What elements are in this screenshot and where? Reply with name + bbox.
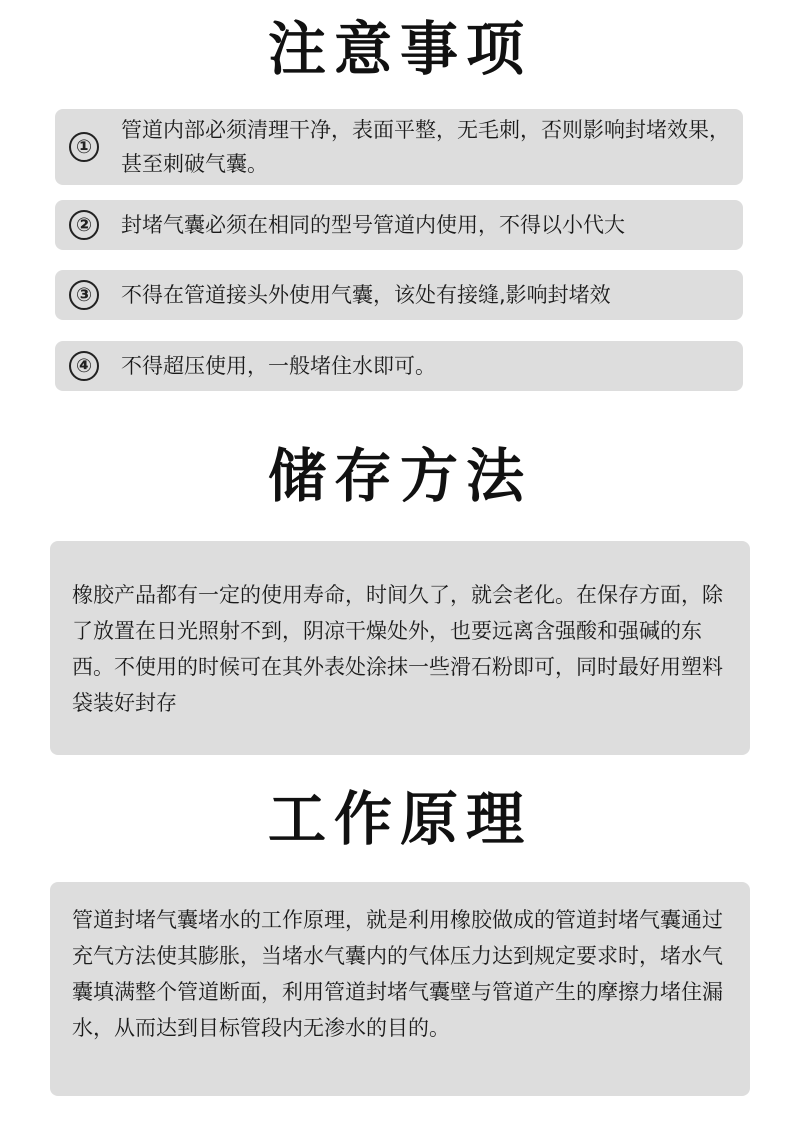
principle-panel: [50, 882, 750, 1096]
principle-title: 工作原理: [267, 785, 532, 853]
number-badge: ③: [69, 280, 99, 310]
storage-title: 储存方法: [267, 442, 532, 510]
precaution-text: 不得超压使用，一般堵住水即可。: [121, 354, 436, 378]
precaution-item-3: [55, 270, 743, 320]
precautions-title: 注意事项: [267, 15, 532, 83]
storage-text: 橡胶产品都有一定的使用寿命，时间久了，就会老化。在保存方面，除了放置在日光照射不到，阴凉干燥处外，也要远离含强酸和强碱的东西。不使用的时候可在其外表处涂抹一些滑石粉即可，同时最好用塑料袋装好封存: [72, 583, 723, 715]
precaution-item-1: [55, 109, 743, 185]
principle-text: 管道封堵气囊堵水的工作原理，就是利用橡胶做成的管道封堵气囊通过充气方法使其膨胀，当堵水气囊内的气体压力达到规定要求时，堵水气囊填满整个管道断面，利用管道封堵气囊壁与管道产生的摩擦力堵住漏水，从而达到目标管段内无渗水的目的。: [72, 908, 723, 1040]
number-badge: ②: [69, 210, 99, 240]
storage-panel: [50, 541, 750, 755]
precaution-text: 不得在管道接头外使用气囊，该处有接缝,影响封堵效: [121, 283, 611, 307]
precaution-item-4: [55, 341, 743, 391]
number-badge: ④: [69, 351, 99, 381]
precaution-item-2: [55, 200, 743, 250]
precaution-text: 封堵气囊必须在相同的型号管道内使用，不得以小代大: [121, 213, 625, 237]
number-badge: ①: [69, 132, 99, 162]
precaution-text: 管道内部必须清理干净，表面平整，无毛刺，否则影响封堵效果，甚至刺破气囊。: [121, 118, 730, 176]
